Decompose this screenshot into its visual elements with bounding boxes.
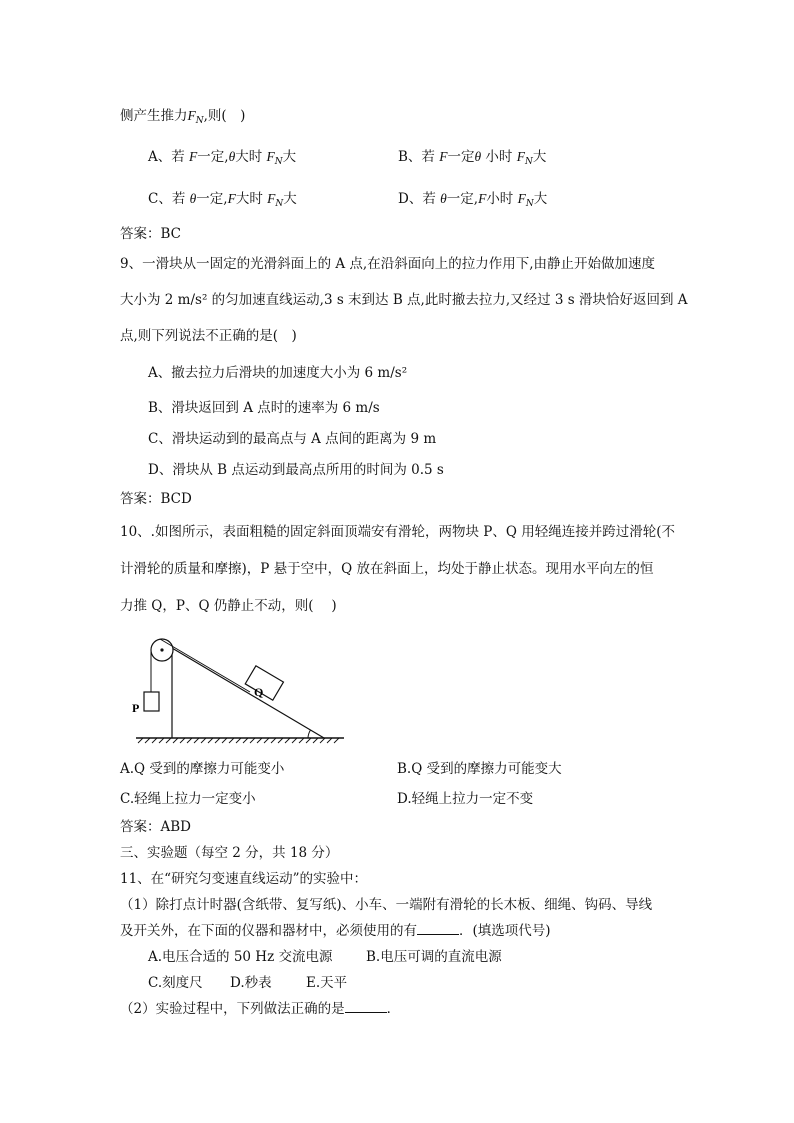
q10-stem-line-2: 计滑轮的质量和摩擦)，P 悬于空中，Q 放在斜面上，均处于静止状态。现用水平向左的恒 xyxy=(120,561,654,577)
q11-option-e: E.天平 xyxy=(306,975,348,991)
q11-option-c: C.刻度尺 xyxy=(148,975,203,991)
label-q: Q xyxy=(254,685,264,699)
label-p: P xyxy=(132,701,140,715)
q8-stem-tail: 侧产生推力$F_N$,则( ) xyxy=(120,108,246,126)
rope-to-q xyxy=(160,639,250,692)
q9-stem-line-3: 点,则下列说法不正确的是( ) xyxy=(120,328,297,344)
q8-option-b: B、若 F一定θ 小时 $F_N$大 xyxy=(398,149,547,167)
q9-option-c: C、滑块运动到的最高点与 A 点间的距离为 9 m xyxy=(148,431,437,447)
q9-stem-line-2: 大小为 2 m/s² 的匀加速直线运动,3 s 末到达 B 点,此时撤去拉力,又经过 3 s 滑块恰好返回到 A xyxy=(120,292,688,308)
q10-option-d: D.轻绳上拉力一定不变 xyxy=(397,791,534,807)
q11-stem: 11、在“研究匀变速直线运动”的实验中： xyxy=(120,871,367,887)
q9-option-b: B、滑块返回到 A 点时的速率为 6 m/s xyxy=(148,400,380,416)
q10-answer: 答案：ABD xyxy=(120,819,191,835)
q11-option-b: B.电压可调的直流电源 xyxy=(366,949,502,965)
q11-part2: （2）实验过程中，下列做法正确的是 ． xyxy=(120,1001,401,1017)
q10-option-c: C.轻绳上拉力一定变小 xyxy=(120,791,256,807)
block-p xyxy=(144,692,159,711)
q10-stem-line-3: 力推 Q，P、Q 仍静止不动，则( ) xyxy=(120,598,337,614)
q9-answer: 答案：BCD xyxy=(120,491,192,507)
q8-answer: 答案：BC xyxy=(120,226,182,242)
q11-part2-blank[interactable] xyxy=(345,1000,387,1013)
ground-hatching xyxy=(138,738,339,743)
q9-option-a: A、撤去拉力后滑块的加速度大小为 6 m/s² xyxy=(148,365,408,381)
incline-pulley-figure xyxy=(130,632,350,744)
q11-part1-blank[interactable] xyxy=(417,922,459,935)
q8-option-a: A、若 F一定,θ大时 $F_N$大 xyxy=(148,149,297,167)
q8-option-d: D、若 θ一定,F小时 $F_N$大 xyxy=(398,191,548,209)
q10-option-a: A.Q 受到的摩擦力可能变小 xyxy=(120,761,285,777)
q11-part1-line-2: 及开关外，在下面的仪器和器材中，必须使用的有 ．(填选项代号) xyxy=(120,923,551,939)
incline-surface xyxy=(172,648,324,738)
q9-option-d: D、滑块从 B 点运动到最高点所用的时间为 0.5 s xyxy=(148,462,444,478)
q11-part1-line-1: （1）除打点计时器(含纸带、复写纸)、小车、一端附有滑轮的长木板、细绳、钩码、导线 xyxy=(120,897,653,913)
q11-option-d: D.秒表 xyxy=(230,975,272,991)
q9-stem-line-1: 9、一滑块从一固定的光滑斜面上的 A 点,在沿斜面向上的拉力作用下,由静止开始做加速度 xyxy=(120,256,656,272)
pulley-axle xyxy=(160,648,163,651)
q10-option-b: B.Q 受到的摩擦力可能变大 xyxy=(397,761,562,777)
q11-option-a: A.电压合适的 50 Hz 交流电源 xyxy=(148,949,333,965)
section-3-heading: 三、实验题（每空 2 分，共 18 分） xyxy=(120,845,339,861)
q8-option-c: C、若 θ一定,F大时 $F_N$大 xyxy=(148,191,297,209)
incline-angle-arc xyxy=(308,730,311,738)
q10-stem-line-1: 10、.如图所示，表面粗糙的固定斜面顶端安有滑轮，两物块 P、Q 用轻绳连接并跨过滑轮(不 xyxy=(120,524,675,540)
